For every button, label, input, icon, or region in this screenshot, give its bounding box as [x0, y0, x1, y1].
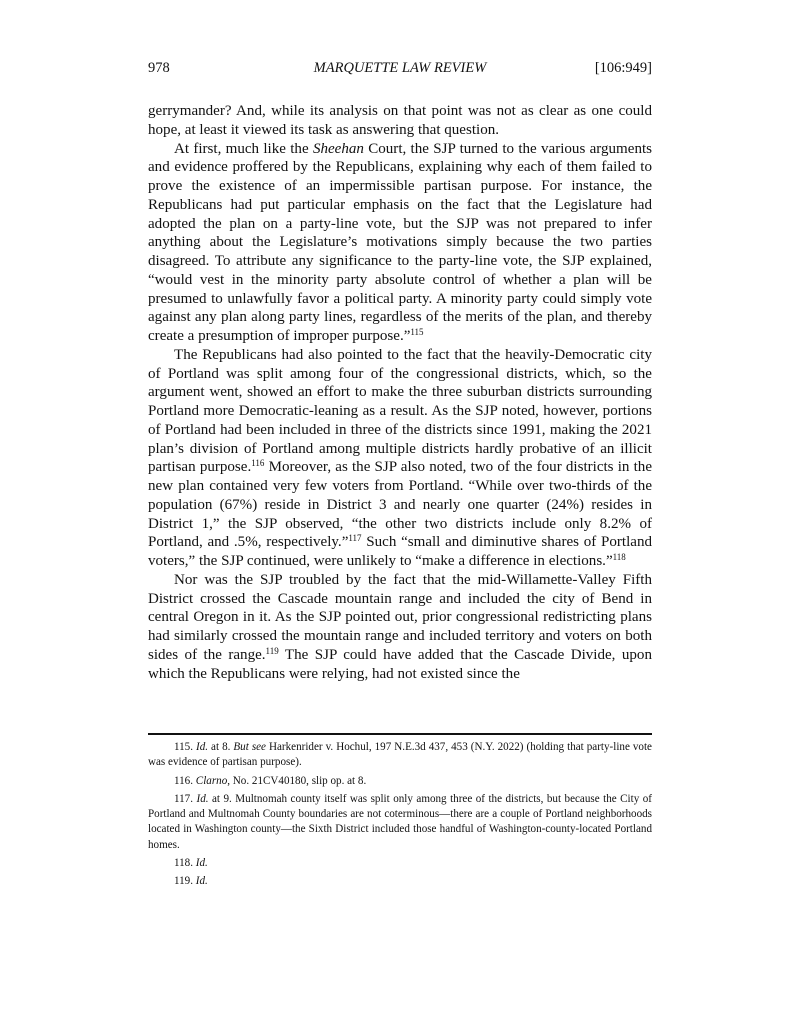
footnote-ref-117[interactable]: 117: [348, 533, 362, 544]
id-signal: Id.: [196, 741, 209, 753]
paragraph-3: [148, 346, 652, 571]
id-signal: Id.: [195, 875, 208, 888]
footnote-115: [148, 740, 652, 771]
but-see-signal: But see: [233, 741, 266, 753]
paragraph-3-text-b: Moreover, as the SJP also noted, two of the four districts in the new plan contained very few voters from Portland. “While over two-thirds of the population (67%) reside in District 3 and nearly one quarter (24%) resides in District 1,” the SJP observed, “the other two districts include only 8.2% of Portland, and .5%, respectively.”: [148, 459, 653, 551]
footnote-number: 115.: [174, 741, 194, 753]
footnote-number: 118.: [174, 857, 194, 870]
footnote-118: [148, 856, 652, 871]
paragraph-4-text-a: Nor was the SJP troubled by the fact that the mid-Willamette-Valley Fifth District crossed the Cascade mountain range and included the city of Bend in central Oregon in it. As the SJP pointed out, prior congressional redistricting plans had similarly crossed the mountain range and included territory and voters on both sides of the range.: [148, 571, 652, 663]
paragraph-2: [148, 140, 652, 346]
volume-citation: [106:949]: [594, 60, 652, 76]
paragraph-4-text-b: The SJP could have added that the Cascade Divide, upon which the Republicans were relying, had not existed since the: [148, 646, 652, 682]
paragraph-2-text-a: At first, much like the: [174, 140, 313, 157]
case-name-clarno: Clarno: [195, 774, 228, 787]
paragraph-3-text-c: Such “small and diminutive shares of Portland voters,” the SJP continued, were unlikely to “make a difference in elections.”: [148, 534, 652, 569]
footnote-number: 116.: [174, 774, 194, 787]
paragraph-2-text-b: Court, the SJP turned to the various arguments and evidence proffered by the Republicans, explaining why each of them failed to prove the existence of an impermissible partisan purpose. For instance, the Republicans had put particular emphasis on the fact that the Legislature had adopted the plan on a party-line vote, but the SJP was not prepared to infer anything about the Legislature’s motivations simply because the two parties disagreed. To attribute any significance to the party-line vote, the SJP explained, “would vest in the minority party absolute control of whether a plan will be presumed to unlawfully favor a political party. A minority party could simply vote against any plan along party lines, regardless of the merits of the plan, and thereby create a presumption of improper purpose.”: [148, 140, 653, 344]
footnote-119: [148, 874, 652, 889]
footnote-ref-116[interactable]: 116: [251, 458, 265, 469]
main-text: [148, 102, 652, 683]
footnote-116: [148, 774, 652, 789]
paragraph-4: [148, 571, 652, 684]
id-signal: Id.: [196, 792, 209, 805]
footnote-text: , No. 21CV40180, slip op. at 8.: [227, 774, 367, 787]
footnotes: [148, 740, 652, 893]
running-header: [148, 60, 652, 82]
case-name-sheehan: Sheehan: [312, 140, 364, 157]
footnote-divider: [148, 733, 652, 735]
footnote-number: 119.: [174, 875, 194, 888]
footnote-ref-119[interactable]: 119: [265, 645, 279, 656]
footnote-text: Harkenrider v. Hochul, 197 N.E.3d 437, 453 (N.Y. 2022) (holding that party-line vote was evidence of partisan purpose).: [148, 741, 652, 769]
journal-title: MARQUETTE LAW REVIEW: [313, 60, 487, 76]
paragraph-1: gerrymander? And, while its analysis on that point was not as clear as one could hope, at least it viewed its task as answering that question.: [148, 103, 652, 138]
paragraph-3-text-a: The Republicans had also pointed to the fact that the heavily-Democratic city of Portland was split among four of the congressional districts, which, so the argument went, showed an effort to make the three suburban districts surrounding Portland more Democratic-leaning as a result. As the SJP noted, however, portions of Portland had been included in three of the districts since 1991, making the 2021 plan’s division of Portland among multiple districts hardly probative of an illicit partisan purpose.: [148, 346, 652, 476]
footnote-number: 117.: [174, 792, 194, 805]
footnote-117: [148, 792, 652, 853]
footnote-text: at 9. Multnomah county itself was split only among three of the districts, but because the City of Portland and Multnomah County boundaries are not coterminous—there are a couple of Portland neighborhoods located in Washington county—the Sixth District included those handful of Washington-county-located Portland homes.: [148, 792, 652, 851]
footnote-text: at 8.: [208, 741, 234, 753]
id-signal: Id.: [195, 857, 208, 870]
page-number: 978: [148, 60, 170, 76]
footnote-ref-118[interactable]: 118: [612, 552, 626, 562]
footnote-ref-115[interactable]: 115: [410, 327, 424, 337]
